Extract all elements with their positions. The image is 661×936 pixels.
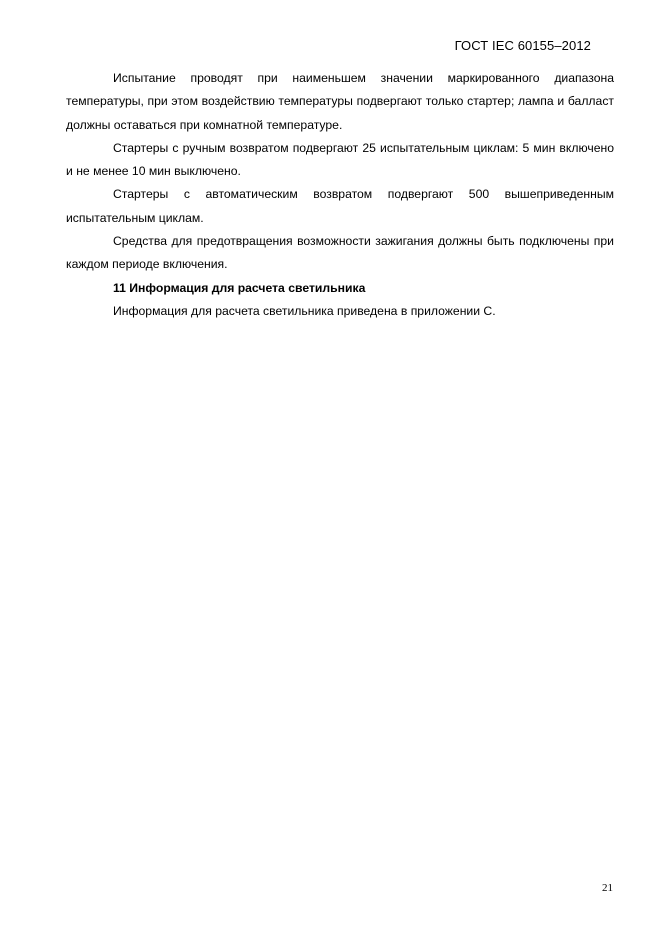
paragraph-ignition-prevention: Средства для предотвращения возможности зажигания должны быть подключены при каждом периоде включения. <box>66 234 614 272</box>
section-paragraph: Информация для расчета светильника приведена в приложении С. <box>113 303 496 318</box>
standard-header: ГОСТ IEC 60155–2012 <box>454 38 591 53</box>
paragraph-manual-reset: Стартеры с ручным возвратом подвергают 25 испытательным циклам: 5 мин включено и не менее 10 мин выключено. <box>66 140 614 179</box>
section-heading: 11 Информация для расчета светильника <box>113 280 366 295</box>
paragraph-test-temperature: Испытание проводят при наименьшем значении маркированного диапазона температуры, при этом воздействию температуры подвергают только стартер; лампа и балласт должны оставаться при комнатной температуре. <box>66 71 614 132</box>
document-body <box>66 67 614 323</box>
page-number: 21 <box>602 882 613 894</box>
paragraph-auto-reset: Стартеры с автоматическим возвратом подвергают 500 вышеприведенным испытательным циклам. <box>66 187 614 225</box>
